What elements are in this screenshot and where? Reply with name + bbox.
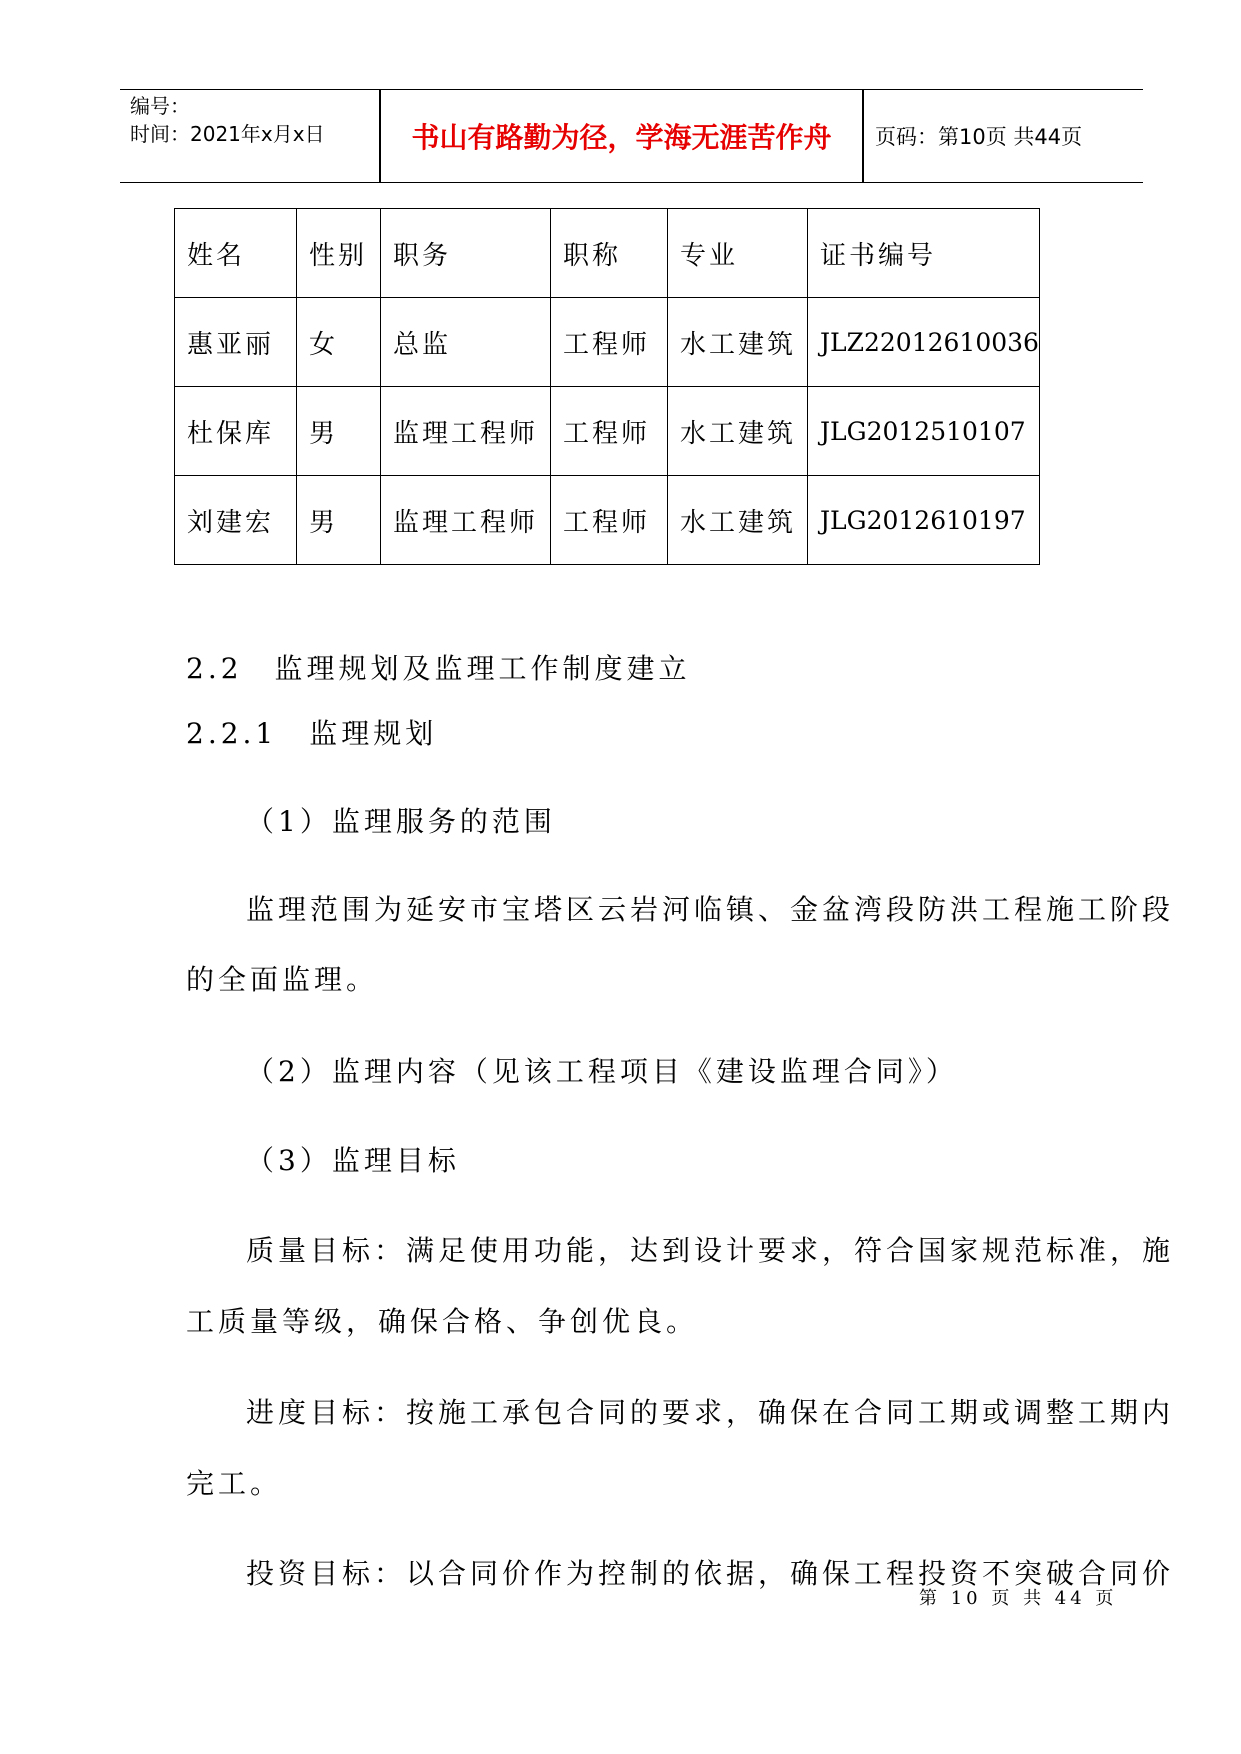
table-row: [175, 476, 1040, 565]
header-cell: 职务: [381, 209, 551, 298]
header-divider: [862, 90, 864, 182]
table-cell: 工程师: [551, 476, 668, 565]
item-heading: （1）监理服务的范围: [246, 805, 556, 838]
item-heading: （2）监理内容（见该工程项目《建设监理合同》）: [246, 1055, 958, 1088]
number-label: 编号：: [130, 94, 190, 118]
table-cell: 监理工程师: [381, 476, 551, 565]
header-cell: 专业: [668, 209, 808, 298]
table-cell: 水工建筑: [668, 298, 808, 387]
header-meta: [130, 92, 325, 148]
table-row: [175, 298, 1040, 387]
paragraph-line: 进度目标：按施工承包合同的要求，确保在合同工期或调整工期内: [246, 1396, 1175, 1429]
header-motto: 书山有路勤为径，学海无涯苦作舟: [411, 121, 832, 154]
table-row: [175, 387, 1040, 476]
item-heading: （3）监理目标: [246, 1144, 460, 1177]
paragraph-line: 监理范围为延安市宝塔区云岩河临镇、金盆湾段防洪工程施工阶段: [246, 893, 1175, 926]
time-label: 时间：2021年x月x日: [130, 122, 325, 146]
table-cell: 监理工程师: [381, 387, 551, 476]
paragraph-line: 完工。: [186, 1467, 283, 1500]
table-cell: JLG2012510107: [808, 387, 1040, 476]
header-cell: 证书编号: [808, 209, 1040, 298]
table-cell: 水工建筑: [668, 387, 808, 476]
section-heading: 2.2 监理规划及监理工作制度建立: [186, 652, 691, 685]
table-cell: 杜保库: [175, 387, 297, 476]
table-cell: 水工建筑: [668, 476, 808, 565]
header-cell: 性别: [297, 209, 381, 298]
staff-table: [174, 208, 1040, 565]
table-header-row: [175, 209, 1040, 298]
table-cell: 惠亚丽: [175, 298, 297, 387]
paragraph-line: 的全面监理。: [186, 963, 379, 996]
table-cell: 工程师: [551, 298, 668, 387]
table-cell: 工程师: [551, 387, 668, 476]
table-cell: 总监: [381, 298, 551, 387]
page-footer: 第 10 页 共 44 页: [919, 1588, 1118, 1609]
header-cell: 姓名: [175, 209, 297, 298]
table-cell: JLG2012610197: [808, 476, 1040, 565]
paragraph-line: 工质量等级，确保合格、争创优良。: [186, 1305, 699, 1338]
table-cell: 刘建宏: [175, 476, 297, 565]
page-header: [120, 89, 1143, 183]
table-cell: JLZ22012610036: [808, 298, 1040, 387]
table-cell: 男: [297, 476, 381, 565]
table-cell: 女: [297, 298, 381, 387]
subsection-heading: 2.2.1 监理规划: [186, 717, 438, 750]
paragraph-line: 质量目标：满足使用功能，达到设计要求，符合国家规范标准，施: [246, 1234, 1175, 1267]
paragraph-line: 投资目标：以合同价作为控制的依据，确保工程投资不突破合同价: [246, 1557, 1175, 1590]
header-cell: 职称: [551, 209, 668, 298]
header-page-number: 页码：第10页 共44页: [875, 125, 1083, 149]
table-cell: 男: [297, 387, 381, 476]
